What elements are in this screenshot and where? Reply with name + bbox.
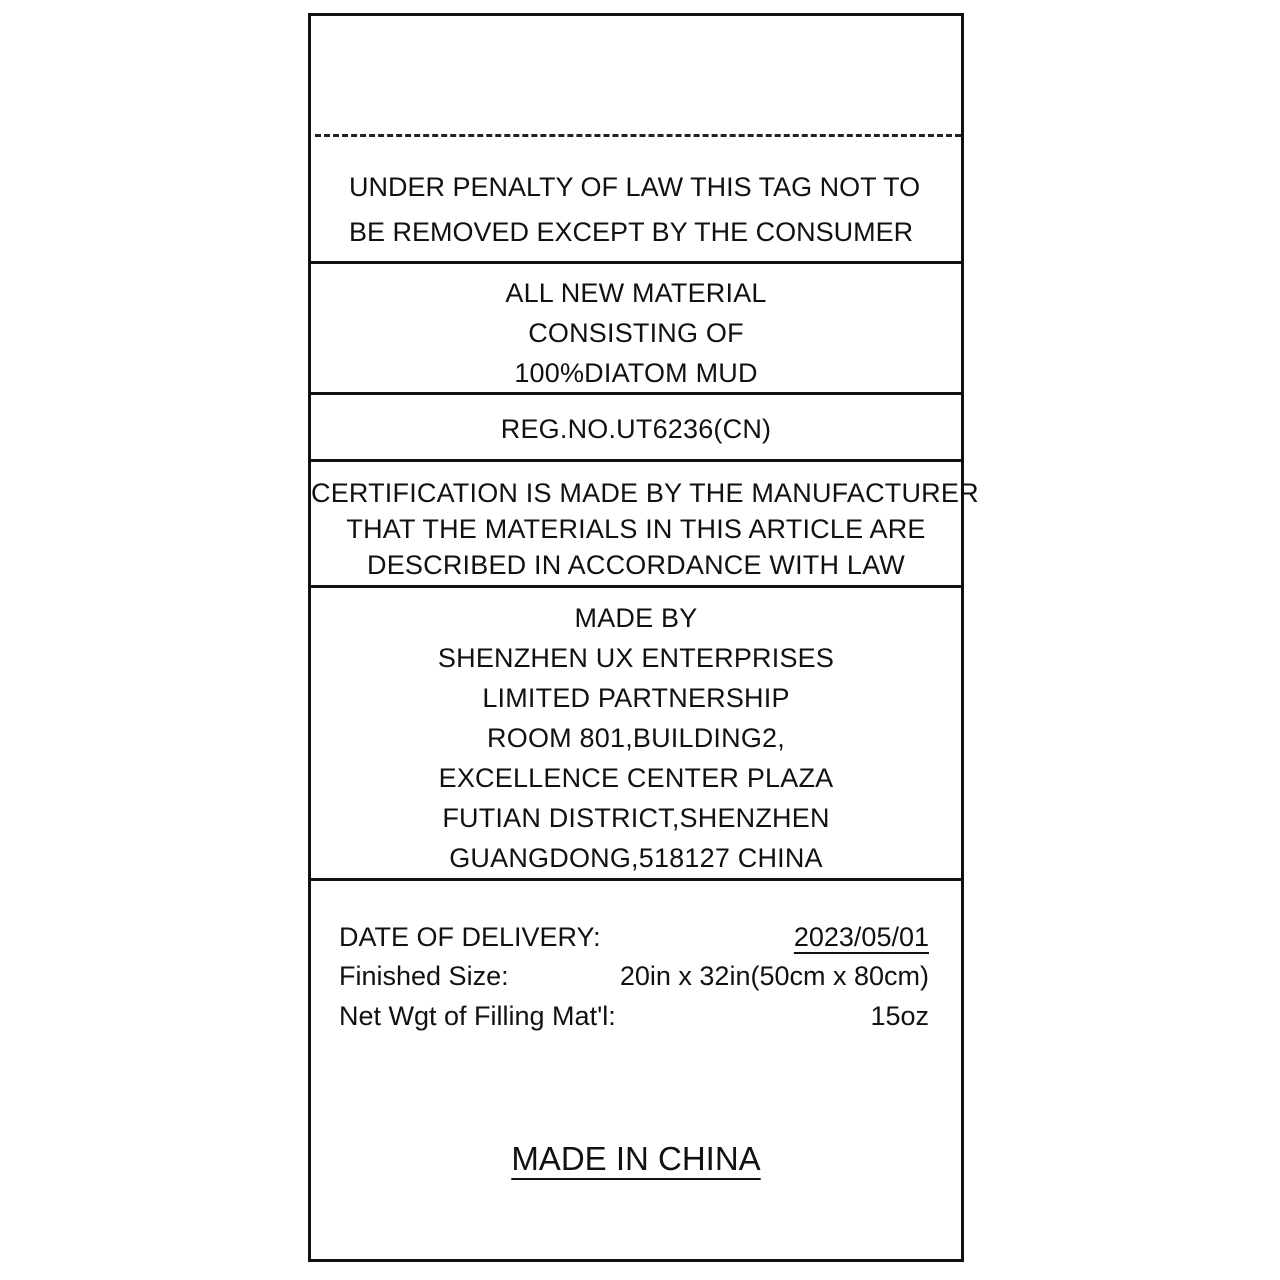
manufacturer-line: GUANGDONG,518127 CHINA <box>449 843 823 873</box>
warning-line: UNDER PENALTY OF LAW THIS TAG NOT TO <box>349 172 921 202</box>
registration-section <box>311 409 961 449</box>
country-of-origin-text: MADE IN CHINA <box>511 1140 761 1177</box>
manufacturer-line: ROOM 801,BUILDING2, <box>487 723 785 753</box>
delivery-date-label: DATE OF DELIVERY: <box>339 922 601 952</box>
delivery-date-row <box>339 917 929 957</box>
divider <box>311 585 961 588</box>
certification-line: CERTIFICATION IS MADE BY THE MANUFACTURER <box>311 478 979 508</box>
manufacturer-line: MADE BY <box>574 603 698 633</box>
material-line: 100%DIATOM MUD <box>514 358 758 388</box>
material-section <box>311 273 961 393</box>
divider <box>311 392 961 395</box>
delivery-date-value: 2023/05/01 <box>793 922 929 952</box>
law-label-tag <box>308 13 979 1262</box>
manufacturer-line: EXCELLENCE CENTER PLAZA <box>438 763 834 793</box>
finished-size-row <box>339 956 929 996</box>
divider <box>311 459 961 462</box>
certification-section <box>311 475 979 583</box>
material-line: ALL NEW MATERIAL <box>505 278 767 308</box>
net-weight-value: 15oz <box>870 1001 929 1031</box>
certification-line: DESCRIBED IN ACCORDANCE WITH LAW <box>367 550 905 580</box>
divider <box>311 261 961 264</box>
manufacturer-section <box>311 598 961 878</box>
certification-line: THAT THE MATERIALS IN THIS ARTICLE ARE <box>346 514 926 544</box>
registration-number: REG.NO.UT6236(CN) <box>500 414 772 444</box>
manufacturer-line: LIMITED PARTNERSHIP <box>482 683 790 713</box>
net-weight-label: Net Wgt of Filling Mat'l: <box>339 1001 616 1031</box>
material-line: CONSISTING OF <box>528 318 744 348</box>
country-of-origin <box>311 1135 961 1183</box>
tear-line <box>315 134 961 137</box>
finished-size-label: Finished Size: <box>339 961 509 991</box>
finished-size-value: 20in x 32in(50cm x 80cm) <box>619 961 929 991</box>
divider <box>311 878 961 881</box>
net-weight-row <box>339 996 929 1036</box>
manufacturer-line: SHENZHEN UX ENTERPRISES <box>437 643 835 673</box>
warning-text <box>349 165 920 255</box>
warning-line: BE REMOVED EXCEPT BY THE CONSUMER <box>349 217 914 247</box>
manufacturer-line: FUTIAN DISTRICT,SHENZHEN <box>442 803 830 833</box>
